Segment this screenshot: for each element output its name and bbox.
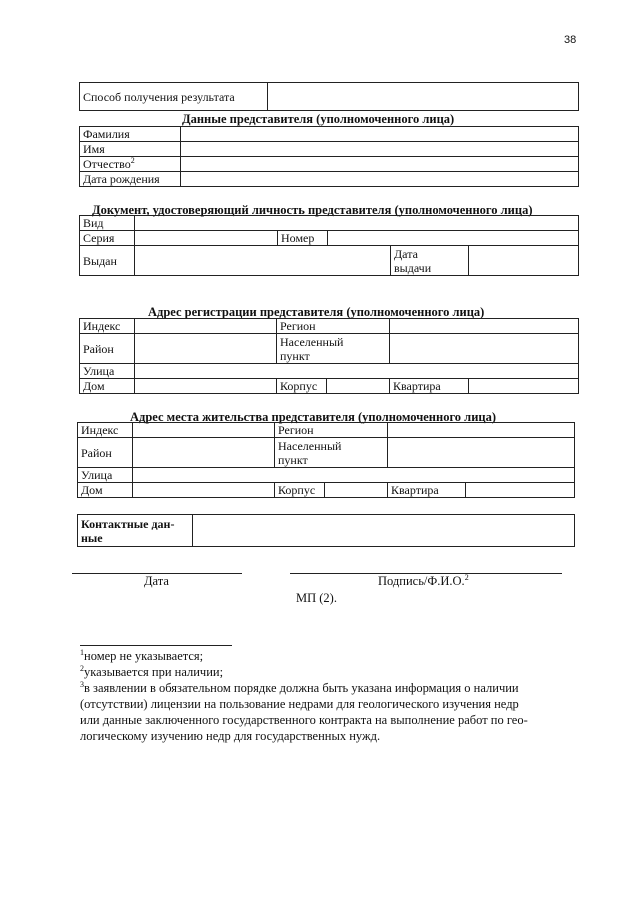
patronymic-field[interactable] — [181, 157, 579, 172]
contacts-field[interactable] — [193, 515, 575, 547]
res-apartment-label: Квартира — [388, 483, 466, 498]
res-district-field[interactable] — [133, 438, 275, 468]
surname-label: Фамилия — [80, 127, 181, 142]
doc-type-field[interactable] — [135, 216, 579, 231]
res-street-label: Улица — [78, 468, 133, 483]
reg-locality-label: Населенный пункт — [277, 334, 390, 364]
reg-house-field[interactable] — [135, 379, 277, 394]
reg-address-title: Адрес регистрации представителя (уполномоченного лица) — [148, 305, 485, 319]
date-caption: Дата — [144, 574, 169, 588]
reg-address-table — [79, 318, 579, 394]
issue-date-label: Дата выдачи — [391, 246, 469, 276]
issue-date-field[interactable] — [469, 246, 579, 276]
name-field[interactable] — [181, 142, 579, 157]
reg-building-label: Корпус — [277, 379, 327, 394]
doc-type-label: Вид — [80, 216, 135, 231]
reg-house-label: Дом — [80, 379, 135, 394]
reg-district-field[interactable] — [135, 334, 277, 364]
id-doc-title: Документ, удостоверяющий личность представителя (уполномоченного лица) — [92, 203, 533, 217]
birth-date-field[interactable] — [181, 172, 579, 187]
reg-district-label: Район — [80, 334, 135, 364]
rep-data-table — [79, 126, 579, 187]
reg-street-label: Улица — [80, 364, 135, 379]
res-house-label: Дом — [78, 483, 133, 498]
stamp-caption: МП (2). — [296, 591, 337, 605]
res-street-field[interactable] — [133, 468, 575, 483]
result-method-table — [79, 82, 579, 111]
name-label: Имя — [80, 142, 181, 157]
footnote-ref: 2 — [464, 572, 469, 582]
page-number: 38 — [564, 34, 577, 46]
res-address-table — [77, 422, 575, 498]
patronymic-label: Отчество$^2$ — [80, 157, 181, 172]
series-field[interactable] — [135, 231, 278, 246]
contacts-table — [77, 514, 575, 547]
footnote-3-line-3: или данные заключенного государственного контракта на выполнение работ по гео- — [80, 713, 528, 727]
res-district-label: Район — [78, 438, 133, 468]
contacts-label: Контактные дан- ные — [78, 515, 193, 547]
res-index-field[interactable] — [133, 423, 275, 438]
id-doc-table — [79, 215, 579, 276]
reg-street-field[interactable] — [135, 364, 579, 379]
birth-date-label: Дата рождения — [80, 172, 181, 187]
number-field[interactable] — [328, 231, 579, 246]
res-locality-label: Населенный пункт — [275, 438, 388, 468]
res-building-label: Корпус — [275, 483, 325, 498]
surname-field[interactable] — [181, 127, 579, 142]
result-method-label: Способ получения результата — [80, 83, 268, 111]
reg-building-field[interactable] — [327, 379, 390, 394]
issued-by-field[interactable] — [135, 246, 391, 276]
footnote-1: $^1$номер не указывается; — [80, 647, 204, 663]
footnote-3-line-4: логическому изучению недр для государственных нужд. — [80, 729, 381, 743]
res-house-field[interactable] — [133, 483, 275, 498]
issued-by-label: Выдан — [80, 246, 135, 276]
reg-index-field[interactable] — [135, 319, 277, 334]
footnote-3-line-2: (отсутствии) лицензии на пользование недрами для геологического изучения недр — [80, 697, 519, 711]
res-building-field[interactable] — [325, 483, 388, 498]
result-method-field[interactable] — [268, 83, 579, 111]
reg-apartment-field[interactable] — [469, 379, 579, 394]
reg-index-label: Индекс — [80, 319, 135, 334]
res-index-label: Индекс — [78, 423, 133, 438]
footnote-3: $^3$в заявлении в обязательном порядке должна быть указана информация о наличии — [80, 679, 519, 695]
rep-data-title: Данные представителя (уполномоченного лица) — [182, 112, 455, 126]
footnote-ref: 2 — [130, 156, 135, 165]
series-label: Серия — [80, 231, 135, 246]
res-region-field[interactable] — [388, 423, 575, 438]
reg-region-field[interactable] — [390, 319, 579, 334]
footnote-separator — [80, 645, 232, 646]
reg-locality-field[interactable] — [390, 334, 579, 364]
number-label: Номер — [278, 231, 328, 246]
reg-apartment-label: Квартира — [390, 379, 469, 394]
res-apartment-field[interactable] — [466, 483, 575, 498]
reg-region-label: Регион — [277, 319, 390, 334]
footnote-2: $^2$указывается при наличии; — [80, 663, 224, 679]
res-region-label: Регион — [275, 423, 388, 438]
res-address-title: Адрес места жительства представителя (уполномоченного лица) — [130, 410, 497, 424]
res-locality-field[interactable] — [388, 438, 575, 468]
signature-caption: Подпись/Ф.И.О.$^2$ — [378, 572, 469, 588]
